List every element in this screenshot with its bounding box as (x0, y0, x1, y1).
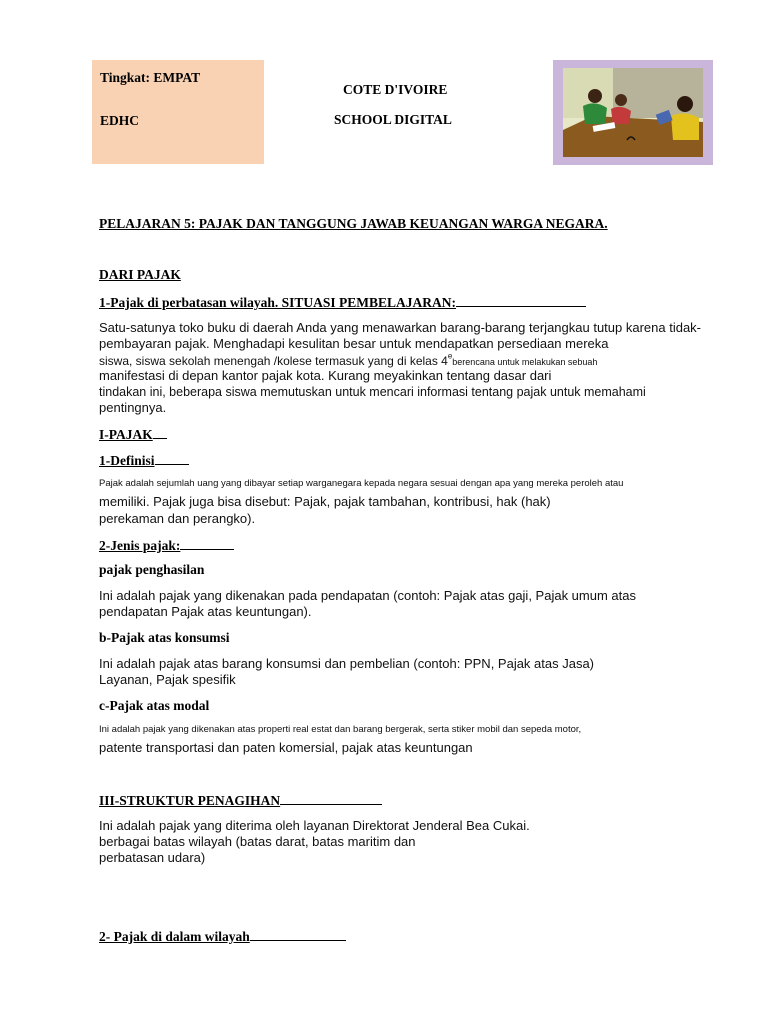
lesson-title-text: PELAJARAN 5: PAJAK DAN TANGGUNG JAWAB KEUANGAN WARGA NEGARA. (99, 216, 608, 231)
situation-line-3a: siswa, siswa sekolah menengah /kolese termasuk yang di kelas 4 (99, 354, 448, 368)
struktur-heading-text: III-STRUKTUR PENAGIHAN (99, 793, 281, 808)
situation-line-6: pentingnya. (99, 400, 167, 415)
struktur-heading (99, 792, 382, 809)
section-dari-pajak (99, 267, 181, 283)
org-label: EDHC (100, 113, 140, 128)
definisi-line-1: Pajak adalah sejumlah uang yang dibayar setiap warganegara kepada negara sesuai dengan apa yang mereka peroleh atau (99, 478, 624, 489)
definisi-line-3: perekaman dan perangko). (99, 511, 256, 526)
i-pajak-heading (99, 426, 167, 443)
modal-heading: c-Pajak atas modal (99, 698, 210, 713)
struktur-line-1: Ini adalah pajak yang diterima oleh layanan Direktorat Jenderal Bea Cukai. (99, 818, 530, 833)
country-title: COTE D'IVOIRE (343, 82, 448, 97)
situation-line-3b: berencana untuk melakukan sebuah (452, 357, 598, 367)
struktur-line-3: perbatasan udara) (99, 850, 206, 865)
underline-blank (153, 426, 167, 439)
underline-blank (280, 792, 382, 805)
dalam-wilayah-heading (99, 928, 346, 945)
situation-line-4: manifestasi di depan kantor pajak kota. Kurang meyakinkan tentang dasar dari (99, 368, 552, 383)
underline-blank (250, 928, 346, 941)
penghasilan-heading: pajak penghasilan (99, 562, 205, 577)
jenis-pajak-heading-text: 2-Jenis pajak: (99, 538, 181, 553)
modal-line-1: Ini adalah pajak yang dikenakan atas properti real estat dan barang bergerak, serta stiker mobil dan sepeda motor, (99, 724, 582, 735)
underline-blank (155, 452, 189, 465)
situation-line-3-sup: e (447, 351, 453, 361)
penghasilan-line-1: Ini adalah pajak yang dikenakan pada pendapatan (contoh: Pajak atas gaji, Pajak umum atas (99, 588, 636, 603)
definisi-line-2: memiliki. Pajak juga bisa disebut: Pajak, pajak tambahan, kontribusi, hak (hak) (99, 494, 551, 509)
situation-line-5: tindakan ini, beberapa siswa memutuskan untuk mencari informasi tentang pajak untuk memahami (99, 385, 646, 399)
level-label: Tingkat: EMPAT (100, 70, 201, 85)
situation-line-2: pembayaran pajak. Menghadapi kesulitan besar untuk mendapatkan persediaan mereka (99, 336, 609, 351)
jenis-pajak-heading (99, 537, 234, 554)
school-title: SCHOOL DIGITAL (334, 112, 452, 127)
students-illustration (553, 60, 713, 165)
modal-line-2: patente transportasi dan paten komersial, pajak atas keuntungan (99, 740, 473, 755)
situation-heading-text: 1-Pajak di perbatasan wilayah. SITUASI PEMBELAJARAN: (99, 295, 457, 310)
underline-blank (456, 294, 586, 307)
konsumsi-line-1: Ini adalah pajak atas barang konsumsi dan pembelian (contoh: PPN, Pajak atas Jasa) (99, 656, 595, 671)
definisi-heading (99, 452, 189, 469)
section-dari-pajak-text: DARI PAJAK (99, 267, 181, 282)
situation-heading (99, 294, 586, 311)
situation-line-1: Satu-satunya toko buku di daerah Anda yang menawarkan barang-barang terjangkau tutup karena tidak- (99, 320, 702, 335)
lesson-title (99, 216, 608, 232)
struktur-line-2: berbagai batas wilayah (batas darat, batas maritim dan (99, 834, 416, 849)
definisi-heading-text: 1-Definisi (99, 453, 155, 468)
underline-blank (180, 537, 234, 550)
penghasilan-line-2: pendapatan Pajak atas keuntungan). (99, 604, 312, 619)
konsumsi-line-2: Layanan, Pajak spesifik (99, 672, 236, 687)
i-pajak-heading-text: I-PAJAK (99, 427, 153, 442)
dalam-wilayah-heading-text: 2- Pajak di dalam wilayah (99, 929, 250, 944)
konsumsi-heading: b-Pajak atas konsumsi (99, 630, 230, 645)
